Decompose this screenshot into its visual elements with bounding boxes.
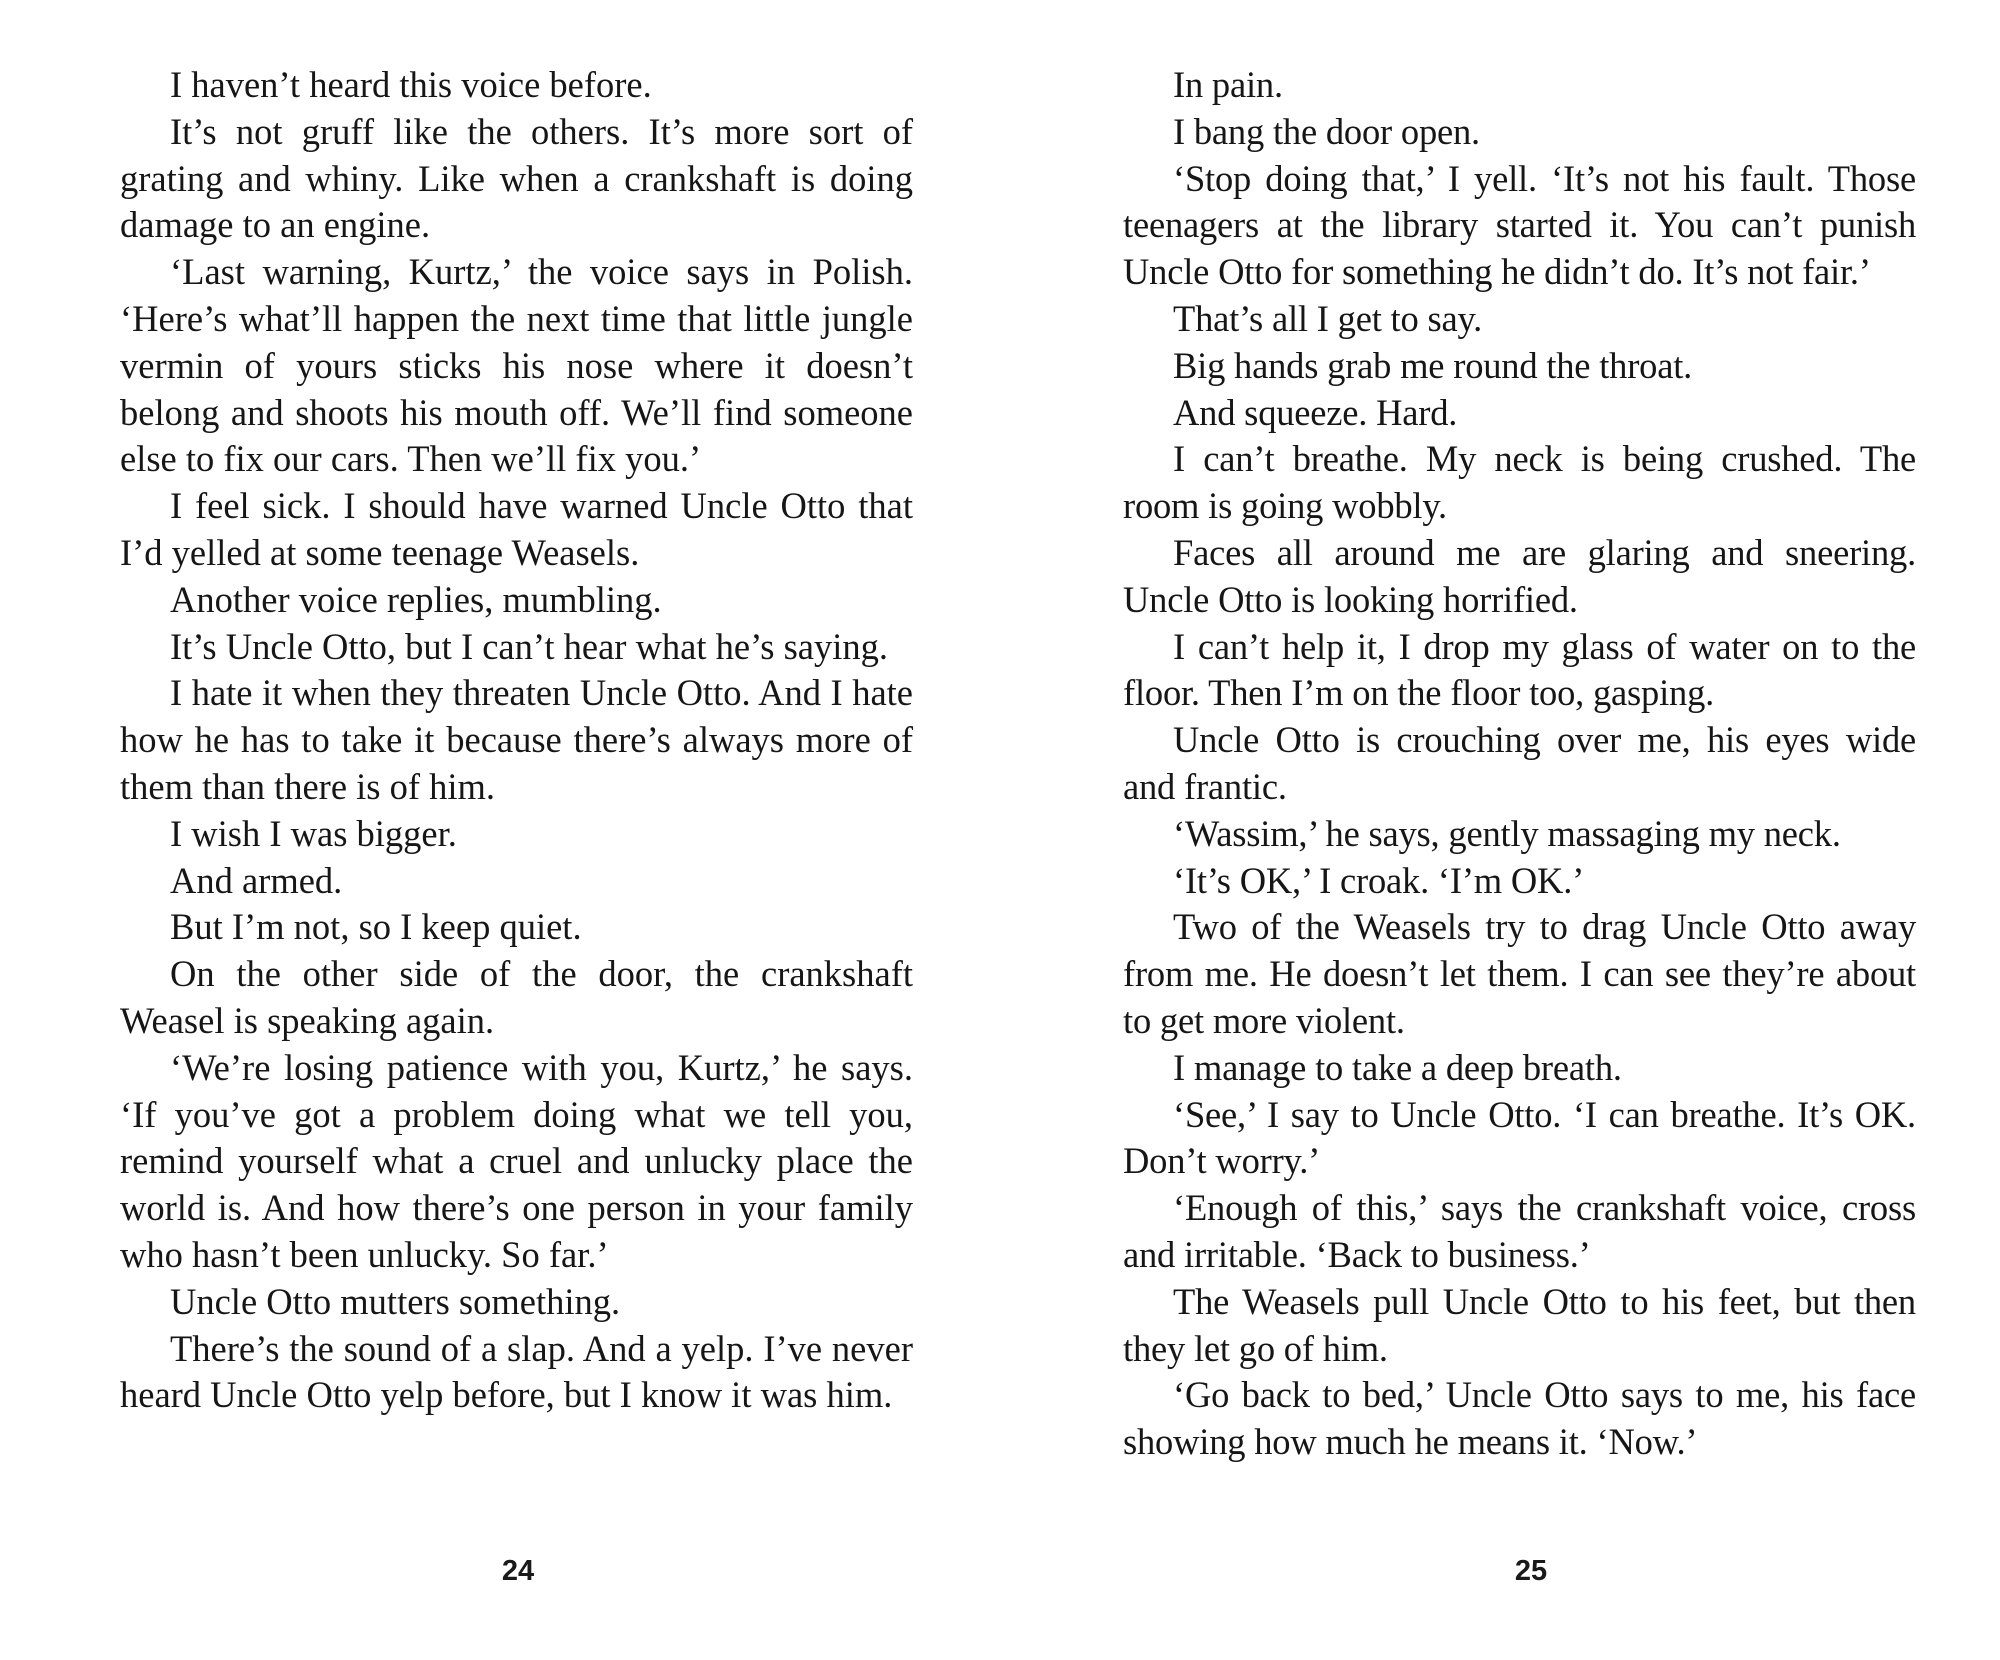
paragraph: I wish I was bigger. [170,812,457,854]
paragraph: Big hands grab me round the throat. [1173,344,1693,386]
paragraph: Two of the Weasels try to drag Uncle Otto away from me. He doesn’t let them. I can see they’re about to get more violent. [1123,906,1916,1041]
left-page-text [120,62,913,1419]
paragraph: I bang the door open. [1173,110,1480,152]
paragraph: And armed. [170,859,343,901]
paragraph: ‘We’re losing patience with you, Kurtz,’ he says. ‘If you’ve got a problem doing what we tell you, remind yourself what a cruel and unlucky place the world is. And how there’s one person in your family who hasn’t been unlucky. So far.’ [120,1046,913,1275]
page-number-left: 24 [501,1555,535,1587]
paragraph: Uncle Otto is crouching over me, his eyes wide and frantic. [1123,719,1916,807]
paragraph: ‘Last warning, Kurtz,’ the voice says in Polish. ‘Here’s what’ll happen the next time that little jungle vermin of yours sticks his nose where it doesn’t belong and shoots his mouth off. We’ll find someone else to fix our cars. Then we’ll fix you.’ [120,251,913,480]
paragraph: The Weasels pull Uncle Otto to his feet, but then they let go of him. [1123,1280,1916,1369]
paragraph: And squeeze. Hard. [1173,391,1458,433]
paragraph: That’s all I get to say. [1173,297,1483,339]
paragraph: I feel sick. I should have warned Uncle Otto that I’d yelled at some teenage Weasels. [120,485,913,573]
paragraph: ‘Wassim,’ he says, gently massaging my neck. [1173,812,1841,854]
paragraph: ‘See,’ I say to Uncle Otto. ‘I can breathe. It’s OK. Don’t worry.’ [1123,1093,1916,1182]
right-page-text [1123,62,1916,1466]
paragraph: It’s Uncle Otto, but I can’t hear what he’s saying. [170,625,888,667]
paragraph: I haven’t heard this voice before. [170,64,652,105]
paragraph: There’s the sound of a slap. And a yelp. I’ve never heard Uncle Otto yelp before, but I know it was him. [120,1327,913,1416]
paragraph: I manage to take a deep breath. [1173,1046,1622,1088]
page-number-right: 25 [1514,1555,1548,1587]
paragraph: I can’t help it, I drop my glass of water on to the floor. Then I’m on the floor too, gasping. [1123,625,1916,714]
paragraph: On the other side of the door, the crankshaft Weasel is speaking again. [120,953,913,1041]
paragraph: ‘It’s OK,’ I croak. ‘I’m OK.’ [1173,859,1585,901]
paragraph: I hate it when they threaten Uncle Otto. And I hate how he has to take it because there’s always more of them than there is of him. [120,672,913,807]
paragraph: ‘Enough of this,’ says the crankshaft voice, cross and irritable. ‘Back to business.’ [1123,1187,1916,1275]
paragraph: Another voice replies, mumbling. [170,578,662,620]
paragraph: I can’t breathe. My neck is being crushed. The room is going wobbly. [1123,438,1916,527]
paragraph: ‘Stop doing that,’ I yell. ‘It’s not his fault. Those teenagers at the library started it. You can’t punish Uncle Otto for something he didn’t do. It’s not fair.’ [1123,157,1916,293]
paragraph: Uncle Otto mutters something. [170,1280,621,1322]
paragraph: It’s not gruff like the others. It’s more sort of grating and whiny. Like when a crankshaft is doing damage to an engine. [120,110,913,246]
paragraph: In pain. [1173,64,1283,105]
paragraph: Faces all around me are glaring and sneering. Uncle Otto is looking horrified. [1123,531,1916,620]
paragraph: ‘Go back to bed,’ Uncle Otto says to me, his face showing how much he means it. ‘Now.’ [1123,1374,1916,1463]
paragraph: But I’m not, so I keep quiet. [170,906,582,948]
